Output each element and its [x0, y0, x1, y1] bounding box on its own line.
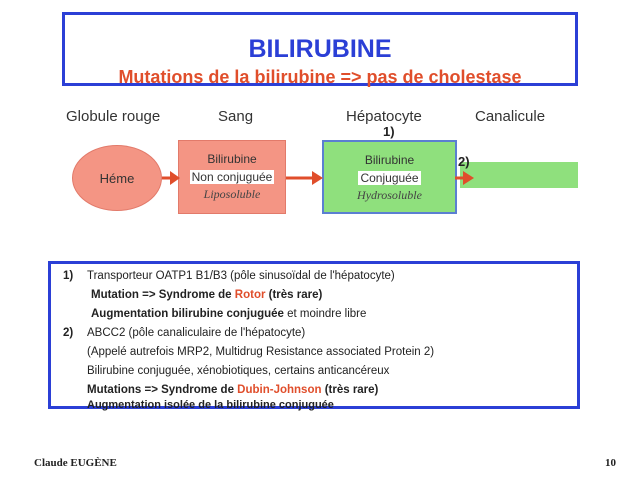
- rotor-syndrome: Rotor: [234, 289, 266, 301]
- note1-augmentation: Augmentation bilirubine conjuguée et moindre libre: [91, 308, 367, 320]
- col-header-globule-rouge: Globule rouge: [66, 108, 161, 125]
- note2-line2: (Appelé autrefois MRP2, Multidrug Resistance associated Protein 2): [87, 346, 435, 358]
- col-header-hepatocyte: Hépatocyte: [346, 108, 422, 125]
- author-footer: Claude EUGÈNE: [34, 457, 117, 469]
- marker-2: 2): [458, 154, 470, 169]
- note1-number: 1): [63, 270, 74, 282]
- dubin-johnson-syndrome: Dubin-Johnson: [237, 384, 322, 396]
- conj-line3: Hydrosoluble: [357, 188, 422, 202]
- unconj-line3: Liposoluble: [203, 187, 261, 201]
- slide-title: BILIRUBINE: [248, 35, 392, 63]
- unconj-line1: Bilirubine: [207, 152, 257, 166]
- note2-text: ABCC2 (pôle canaliculaire de l'hépatocyte): [87, 327, 306, 339]
- conj-line1: Bilirubine: [364, 153, 415, 167]
- slide-subtitle: Mutations de la bilirubine => pas de cholestase: [118, 67, 522, 87]
- note2-line3: Bilirubine conjuguée, xénobiotiques, certains anticancéreux: [87, 365, 390, 377]
- arrow-conjugated-to-canalicule: [455, 171, 474, 185]
- conj-line2: Conjuguée: [360, 171, 419, 185]
- unconj-line2: Non conjuguée: [191, 170, 273, 184]
- notes-box: [48, 261, 580, 409]
- page-number: 10: [605, 457, 616, 469]
- note2-number: 2): [63, 327, 74, 339]
- arrow-heme-to-unconjugated: [162, 171, 180, 185]
- marker-1: 1): [383, 124, 395, 139]
- col-header-canalicule: Canalicule: [475, 108, 546, 125]
- note2-mutation: Mutations => Syndrome de Dubin-Johnson (très rare): [87, 384, 379, 396]
- arrow-unconjugated-to-conjugated: [286, 171, 323, 185]
- heme-label: Héme: [99, 170, 135, 186]
- col-header-sang: Sang: [218, 108, 254, 125]
- note1-text: Transporteur OATP1 B1/B3 (pôle sinusoïdal de l'hépatocyte): [87, 270, 395, 282]
- note2-augmentation: Augmentation isolée de la bilirubine conjuguée: [87, 399, 334, 411]
- note1-mutation: Mutation => Syndrome de Rotor (très rare): [91, 289, 323, 301]
